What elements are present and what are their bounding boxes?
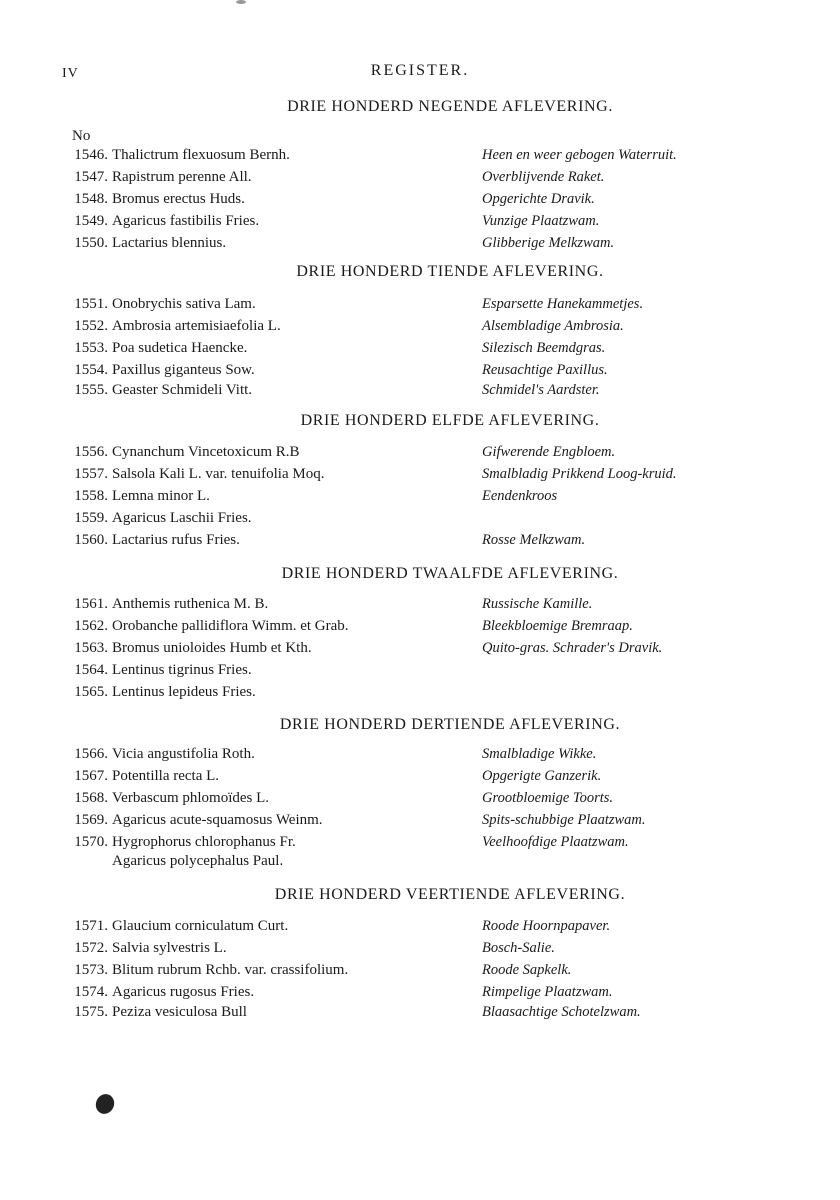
dutch-name: Roode Sapkelk. bbox=[482, 962, 572, 978]
dutch-name: Opgerigte Ganzerik. bbox=[482, 768, 602, 784]
dutch-name: Gifwerende Engbloem. bbox=[482, 444, 616, 460]
register-entry bbox=[62, 684, 802, 706]
latin-name: Potentilla recta L. bbox=[112, 768, 220, 784]
latin-name: Lentinus tigrinus Fries. bbox=[112, 662, 252, 678]
latin-name: Agaricus Laschii Fries. bbox=[112, 510, 252, 526]
entry-number: 1553. bbox=[74, 340, 108, 356]
latin-name: Geaster Schmideli Vitt. bbox=[112, 382, 253, 398]
entry-number: 1547. bbox=[74, 169, 108, 185]
latin-name: Agaricus rugosus Fries. bbox=[112, 984, 255, 1000]
latin-name: Lactarius blennius. bbox=[112, 235, 227, 251]
entry-number: 1569. bbox=[74, 812, 108, 828]
entry-number: 1566. bbox=[74, 746, 108, 762]
dutch-name: Spits-schubbige Plaatzwam. bbox=[482, 812, 646, 828]
latin-name: Anthemis ruthenica M. B. bbox=[112, 596, 269, 612]
register-entry bbox=[62, 466, 802, 488]
entry-number: 1552. bbox=[74, 318, 108, 334]
latin-name: Salvia sylvestris L. bbox=[112, 940, 227, 956]
latin-name: Lemna minor L. bbox=[112, 488, 210, 504]
entry-number: 1558. bbox=[74, 488, 108, 504]
entry-number: 1572. bbox=[74, 940, 108, 956]
dutch-name: Rimpelige Plaatzwam. bbox=[482, 984, 613, 1000]
register-entry bbox=[62, 918, 802, 940]
latin-name: Poa sudetica Haencke. bbox=[112, 340, 248, 356]
section-heading: DRIE HONDERD ELFDE AFLEVERING. bbox=[300, 412, 600, 429]
dutch-name: Rosse Melkzwam. bbox=[482, 532, 586, 548]
register-entry bbox=[62, 340, 802, 362]
register-entry bbox=[62, 640, 802, 662]
entry-number: 1557. bbox=[74, 466, 108, 482]
dutch-name: Opgerichte Dravik. bbox=[482, 191, 595, 207]
latin-name: Cynanchum Vincetoxicum R.B bbox=[112, 444, 300, 460]
dutch-name: Smalbladige Wikke. bbox=[482, 746, 597, 762]
register-entry bbox=[62, 940, 802, 962]
latin-name: Agaricus acute-squamosus Weinm. bbox=[112, 812, 323, 828]
register-entry bbox=[62, 235, 802, 257]
register-entry bbox=[62, 812, 802, 834]
entry-number: 1564. bbox=[74, 662, 108, 678]
entry-number: 1549. bbox=[74, 213, 108, 229]
latin-name: Thalictrum flexuosum Bernh. bbox=[112, 147, 290, 163]
latin-name: Paxillus giganteus Sow. bbox=[112, 362, 255, 378]
section-heading: DRIE HONDERD TIENDE AFLEVERING. bbox=[296, 263, 604, 280]
dutch-name: Bleekbloemige Bremraap. bbox=[482, 618, 633, 634]
register-entry bbox=[62, 488, 802, 510]
register-entry bbox=[62, 618, 802, 640]
register-entry bbox=[62, 444, 802, 466]
register-entry bbox=[62, 596, 802, 618]
entry-number: 1556. bbox=[74, 444, 108, 460]
ink-speck bbox=[236, 0, 246, 4]
register-entry bbox=[62, 1004, 802, 1026]
section-heading: DRIE HONDERD DERTIENDE AFLEVERING. bbox=[279, 716, 621, 733]
register-entry bbox=[62, 213, 802, 235]
latin-name: Hygrophorus chlorophanus Fr. bbox=[112, 834, 296, 850]
entry-number: 1567. bbox=[74, 768, 108, 784]
latin-name: Bromus unioloides Humb et Kth. bbox=[112, 640, 312, 656]
latin-name: Peziza vesiculosa Bull bbox=[112, 1004, 247, 1020]
ink-blot bbox=[93, 1091, 118, 1117]
register-entry bbox=[62, 382, 802, 404]
dutch-name: Russische Kamille. bbox=[482, 596, 593, 612]
entry-number: 1571. bbox=[74, 918, 108, 934]
dutch-name: Reusachtige Paxillus. bbox=[482, 362, 608, 378]
page-number: IV bbox=[62, 66, 79, 81]
dutch-name: Quito-gras. Schrader's Dravik. bbox=[482, 640, 663, 656]
dutch-name: Eendenkroos bbox=[482, 488, 558, 504]
dutch-name: Overblijvende Raket. bbox=[482, 169, 605, 185]
dutch-name: Grootbloemige Toorts. bbox=[482, 790, 614, 806]
latin-name: Bromus erectus Huds. bbox=[112, 191, 245, 207]
latin-name: Glaucium corniculatum Curt. bbox=[112, 918, 289, 934]
number-column-label: No bbox=[72, 128, 91, 144]
section-heading: DRIE HONDERD NEGENDE AFLEVERING. bbox=[287, 98, 613, 115]
latin-name: Orobanche pallidiflora Wimm. et Grab. bbox=[112, 618, 349, 634]
register-entry bbox=[62, 318, 802, 340]
entry-number: 1560. bbox=[74, 532, 108, 548]
running-head: REGISTER. bbox=[370, 62, 470, 79]
entry-number: 1574. bbox=[74, 984, 108, 1000]
register-entry bbox=[62, 191, 802, 213]
entry-number: 1546. bbox=[74, 147, 108, 163]
latin-name: Verbascum phlomoïdes L. bbox=[112, 790, 270, 806]
continuation-line: Agaricus polycephalus Paul. bbox=[112, 853, 284, 869]
register-entry bbox=[62, 768, 802, 790]
dutch-name: Smalbladig Prikkend Loog-kruid. bbox=[482, 466, 677, 482]
dutch-name: Heen en weer gebogen Waterruit. bbox=[482, 147, 677, 163]
latin-name: Onobrychis sativa Lam. bbox=[112, 296, 256, 312]
entry-number: 1575. bbox=[74, 1004, 108, 1020]
entry-number: 1561. bbox=[74, 596, 108, 612]
entry-number: 1565. bbox=[74, 684, 108, 700]
dutch-name: Schmidel's Aardster. bbox=[482, 382, 600, 398]
entry-number: 1548. bbox=[74, 191, 108, 207]
register-entry bbox=[62, 296, 802, 318]
dutch-name: Bosch-Salie. bbox=[482, 940, 555, 956]
dutch-name: Blaasachtige Schotelzwam. bbox=[482, 1004, 641, 1020]
latin-name: Salsola Kali L. var. tenuifolia Moq. bbox=[112, 466, 325, 482]
entry-number: 1562. bbox=[74, 618, 108, 634]
entry-number: 1570. bbox=[74, 834, 108, 850]
latin-name: Lactarius rufus Fries. bbox=[112, 532, 240, 548]
entry-number: 1559. bbox=[74, 510, 108, 526]
register-entry bbox=[62, 510, 802, 532]
dutch-name: Veelhoofdige Plaatzwam. bbox=[482, 834, 629, 850]
register-entry bbox=[62, 532, 802, 554]
latin-name: Blitum rubrum Rchb. var. crassifolium. bbox=[112, 962, 349, 978]
entry-number: 1550. bbox=[74, 235, 108, 251]
dutch-name: Roode Hoornpapaver. bbox=[482, 918, 611, 934]
register-entry bbox=[62, 362, 802, 384]
dutch-name: Alsembladige Ambrosia. bbox=[482, 318, 624, 334]
register-entry bbox=[62, 746, 802, 768]
latin-name: Vicia angustifolia Roth. bbox=[112, 746, 255, 762]
dutch-name: Vunzige Plaatzwam. bbox=[482, 213, 600, 229]
section-heading: DRIE HONDERD TWAALFDE AFLEVERING. bbox=[281, 565, 619, 582]
entry-number: 1563. bbox=[74, 640, 108, 656]
latin-name: Lentinus lepideus Fries. bbox=[112, 684, 256, 700]
latin-name: Ambrosia artemisiaefolia L. bbox=[112, 318, 281, 334]
register-entry bbox=[62, 984, 802, 1006]
register-entry bbox=[62, 147, 802, 169]
register-entry bbox=[62, 962, 802, 984]
entry-number: 1568. bbox=[74, 790, 108, 806]
latin-name: Agaricus fastibilis Fries. bbox=[112, 213, 260, 229]
section-heading: DRIE HONDERD VEERTIENDE AFLEVERING. bbox=[274, 886, 626, 903]
dutch-name: Esparsette Hanekammetjes. bbox=[482, 296, 644, 312]
dutch-name: Glibberige Melkzwam. bbox=[482, 235, 615, 251]
entry-number: 1573. bbox=[74, 962, 108, 978]
entry-number: 1555. bbox=[74, 382, 108, 398]
dutch-name: Silezisch Beemdgras. bbox=[482, 340, 606, 356]
entry-number: 1551. bbox=[74, 296, 108, 312]
latin-name: Rapistrum perenne All. bbox=[112, 169, 252, 185]
register-entry bbox=[62, 169, 802, 191]
register-entry bbox=[62, 790, 802, 812]
register-entry bbox=[62, 662, 802, 684]
entry-number: 1554. bbox=[74, 362, 108, 378]
